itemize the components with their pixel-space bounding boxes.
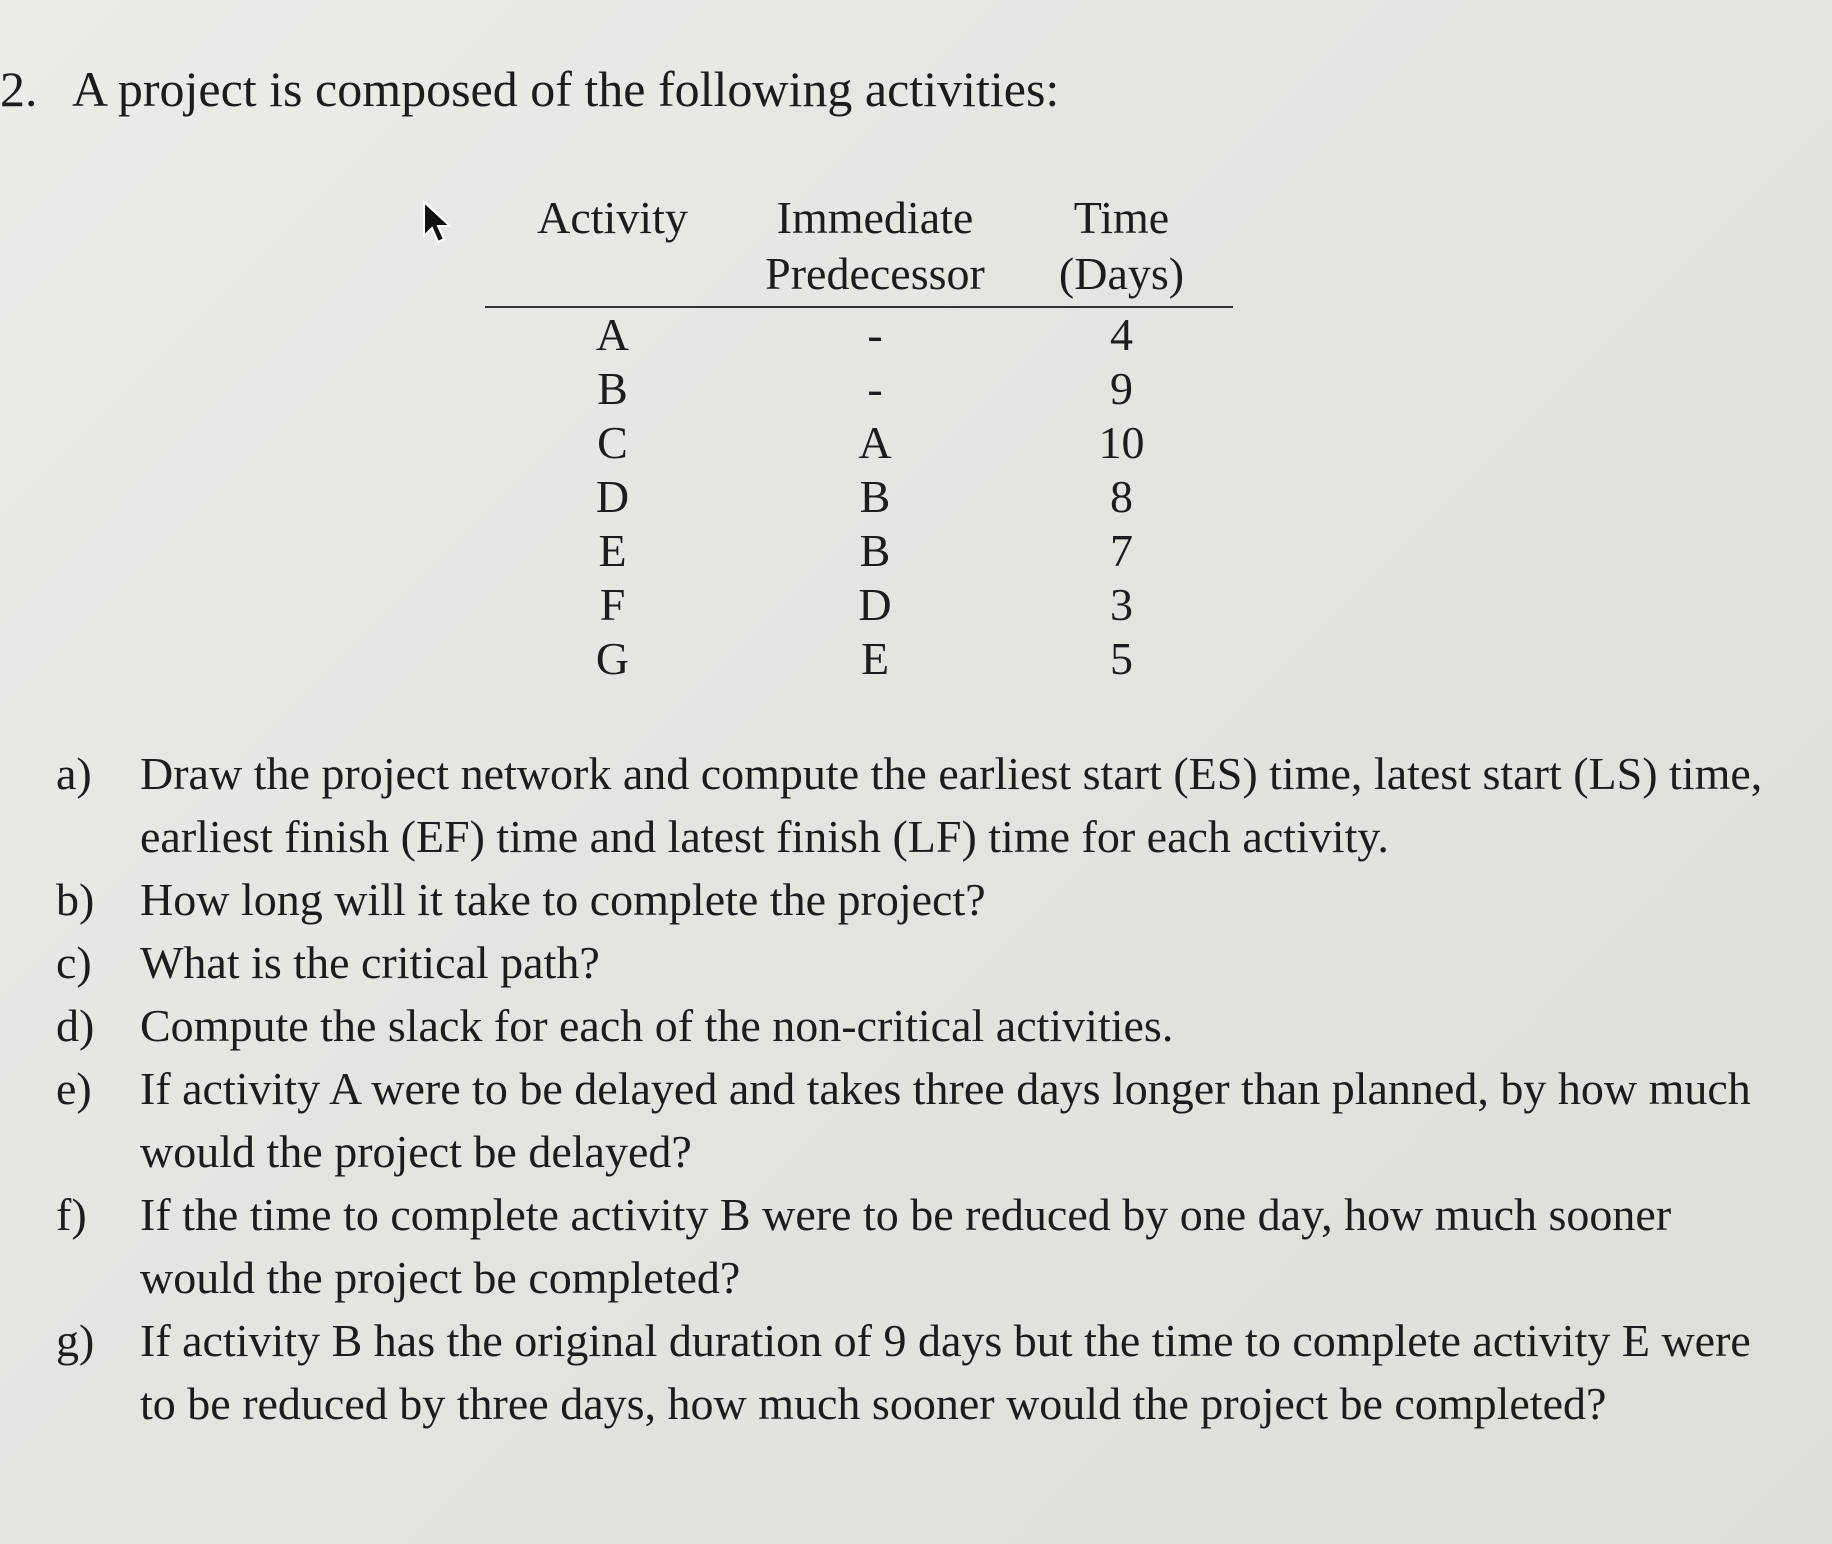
table-row bbox=[485, 470, 1233, 524]
part-letter: f) bbox=[56, 1189, 87, 1240]
cell-time: 4 bbox=[1110, 309, 1133, 360]
cell-activity: C bbox=[597, 417, 628, 468]
cell-predecessor: B bbox=[859, 525, 891, 576]
part-letter: g) bbox=[56, 1315, 95, 1366]
header-time bbox=[1010, 190, 1233, 307]
activity-table bbox=[485, 190, 1233, 686]
question-part-e bbox=[56, 1057, 1776, 1183]
cell-predecessor: - bbox=[867, 309, 883, 360]
cell-time: 8 bbox=[1110, 471, 1133, 522]
cell-time: 7 bbox=[1110, 525, 1133, 576]
question-part-g bbox=[56, 1309, 1776, 1435]
table-row bbox=[485, 307, 1233, 362]
part-text: If activity B has the original duration of 9 days but the time to complete activity E were to be reduced by three days, how much sooner would the project be completed? bbox=[140, 1315, 1751, 1429]
question-part-f bbox=[56, 1183, 1776, 1309]
question-title: A project is composed of the following activities: bbox=[72, 61, 1060, 117]
cell-time: 9 bbox=[1110, 363, 1133, 414]
cell-predecessor: A bbox=[858, 417, 892, 468]
cell-predecessor: B bbox=[859, 471, 891, 522]
part-letter: a) bbox=[56, 748, 92, 799]
header-activity bbox=[485, 190, 740, 307]
cell-predecessor: E bbox=[860, 633, 890, 684]
question-part-b bbox=[56, 868, 1776, 931]
cell-activity: G bbox=[595, 633, 630, 684]
table-row bbox=[485, 578, 1233, 632]
header-activity-spacer bbox=[485, 246, 740, 302]
cell-activity: A bbox=[595, 309, 630, 360]
part-text: How long will it take to complete the project? bbox=[140, 874, 986, 925]
cell-activity: B bbox=[597, 363, 628, 414]
question-part-c bbox=[56, 931, 1776, 994]
part-letter: d) bbox=[56, 1000, 95, 1051]
part-text: If activity A were to be delayed and takes three days longer than planned, by how much would the project be delayed? bbox=[140, 1063, 1751, 1177]
header-predecessor-line1: Immediate bbox=[776, 192, 974, 243]
question-parts-list bbox=[56, 742, 1776, 1435]
table-header-row bbox=[485, 190, 1233, 307]
cell-time: 3 bbox=[1110, 579, 1133, 630]
header-activity-text: Activity bbox=[537, 192, 688, 243]
table-row bbox=[485, 632, 1233, 686]
part-text: Compute the slack for each of the non-critical activities. bbox=[140, 1000, 1174, 1051]
table-row bbox=[485, 416, 1233, 470]
part-letter: e) bbox=[56, 1063, 92, 1114]
table-row bbox=[485, 524, 1233, 578]
question-part-d bbox=[56, 994, 1776, 1057]
cell-activity: E bbox=[598, 525, 627, 576]
question-heading bbox=[0, 60, 1059, 118]
question-number: 2. bbox=[0, 61, 38, 117]
header-predecessor-line2: Predecessor bbox=[765, 248, 985, 299]
cell-activity: D bbox=[595, 471, 630, 522]
header-time-line1: Time bbox=[1073, 192, 1170, 243]
cell-activity: F bbox=[599, 579, 626, 630]
header-predecessor bbox=[740, 190, 1010, 307]
cell-predecessor: - bbox=[867, 363, 883, 414]
part-text: What is the critical path? bbox=[140, 937, 600, 988]
cell-predecessor: D bbox=[858, 579, 892, 630]
part-letter: b) bbox=[56, 874, 95, 925]
part-letter: c) bbox=[56, 937, 92, 988]
part-text: Draw the project network and compute the earliest start (ES) time, latest start (LS) time, earliest finish (EF) time and latest finish (LF) time for each activity. bbox=[140, 748, 1763, 862]
cell-time: 5 bbox=[1110, 633, 1133, 684]
table-row bbox=[485, 362, 1233, 416]
cell-time: 10 bbox=[1098, 417, 1145, 468]
header-time-line2: (Days) bbox=[1058, 248, 1185, 299]
question-part-a bbox=[56, 742, 1776, 868]
part-text: If the time to complete activity B were to be reduced by one day, how much sooner would the project be completed? bbox=[140, 1189, 1672, 1303]
mouse-pointer-icon bbox=[420, 200, 454, 244]
